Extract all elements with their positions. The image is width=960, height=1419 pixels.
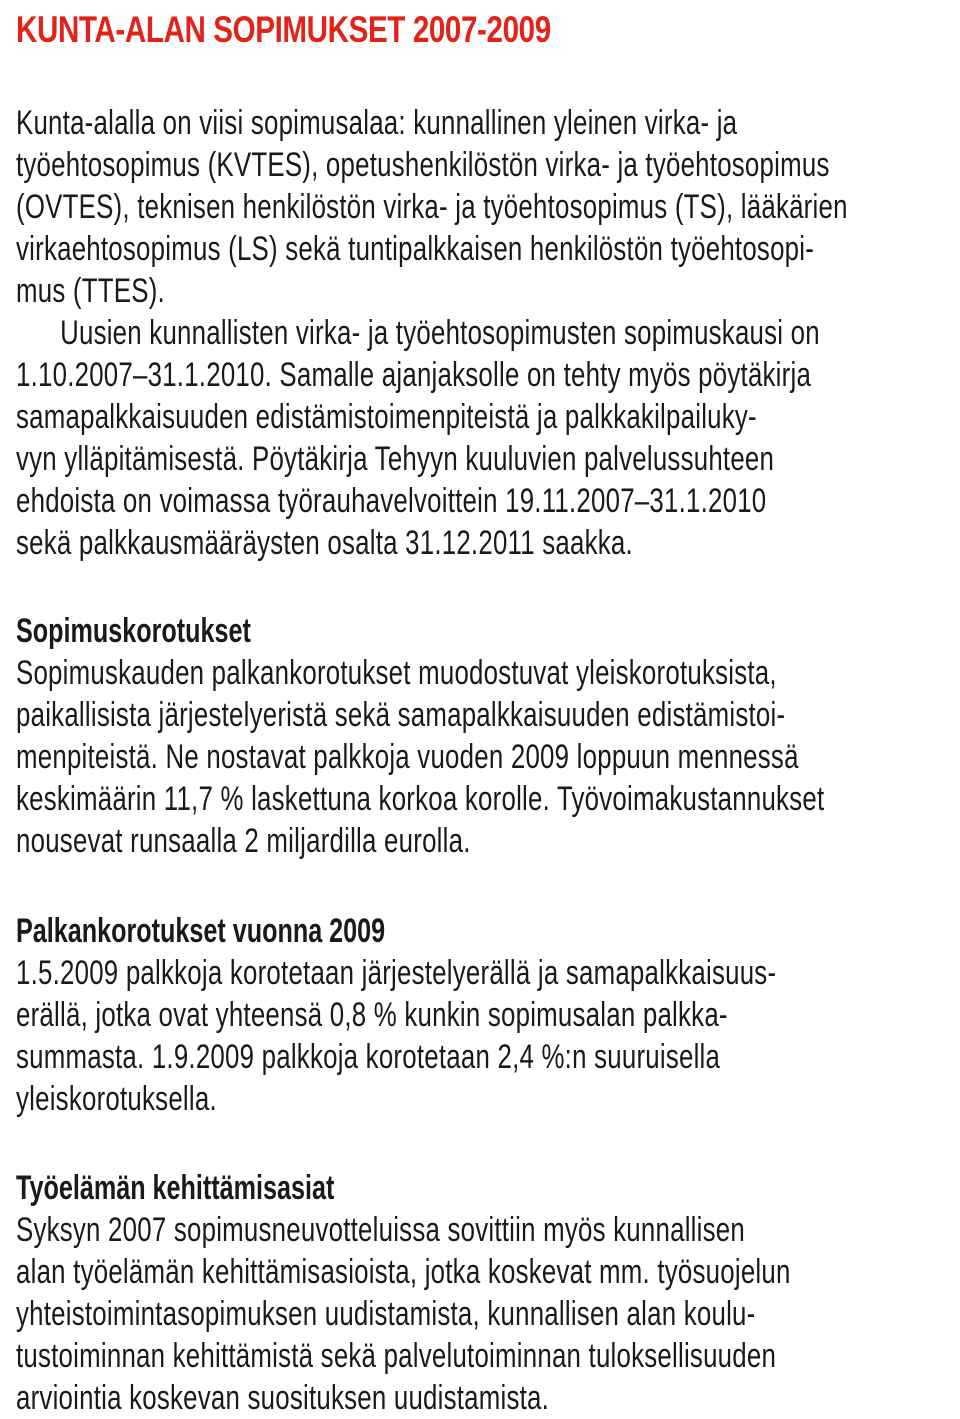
intro-line: ehdoista on voimassa työrauhavelvoittein 19.11.2007–31.1.2010 bbox=[16, 482, 767, 520]
section-line: Sopimuskauden palkankorotukset muodostuvat yleiskorotuksista, bbox=[16, 654, 777, 692]
intro-line: mus (TTES). bbox=[16, 272, 165, 310]
intro-line: vyn ylläpitämisestä. Pöytäkirja Tehyyn kuuluvien palvelussuhteen bbox=[16, 440, 775, 478]
intro-line: Uusien kunnallisten virka- ja työehtosopimusten sopimuskausi on bbox=[60, 314, 820, 352]
section-line: tustoiminnan kehittämistä sekä palvelutoiminnan tuloksellisuuden bbox=[16, 1337, 777, 1375]
intro-line: Kunta-alalla on viisi sopimusalaa: kunnallinen yleinen virka- ja bbox=[16, 104, 738, 142]
section-tyoelaman-kehittamisasiat bbox=[16, 1167, 960, 1419]
section-line: menpiteistä. Ne nostavat palkkoja vuoden 2009 loppuun mennessä bbox=[16, 738, 799, 776]
section-line: yhteistoimintasopimuksen uudistamista, kunnallisen alan koulu- bbox=[16, 1295, 756, 1333]
section-heading: Työelämän kehittämisasiat bbox=[16, 1169, 335, 1207]
section-heading: Palkankorotukset vuonna 2009 bbox=[16, 912, 386, 950]
intro-line: 1.10.2007–31.1.2010. Samalle ajanjaksolle on tehty myös pöytäkirja bbox=[16, 356, 812, 394]
section-heading: Sopimuskorotukset bbox=[16, 612, 251, 650]
section-line: nousevat runsaalla 2 miljardilla eurolla. bbox=[16, 822, 471, 860]
intro-line: työehtosopimus (KVTES), opetushenkilöstön virka- ja työehtosopimus bbox=[16, 146, 830, 184]
intro-line: virkaehtosopimus (LS) sekä tuntipalkkaisen henkilöstön työehtosopi- bbox=[16, 230, 815, 268]
section-line: 1.5.2009 palkkoja korotetaan järjestelyerällä ja samapalkkaisuus- bbox=[16, 954, 777, 992]
section-line: summasta. 1.9.2009 palkkoja korotetaan 2,4 %:n suuruisella bbox=[16, 1038, 721, 1076]
intro-paragraph bbox=[16, 102, 960, 564]
section-line: yleiskorotuksella. bbox=[16, 1080, 217, 1118]
section-line: keskimäärin 11,7 % laskettuna korkoa korolle. Työvoimakustannukset bbox=[16, 780, 825, 818]
section-line: Syksyn 2007 sopimusneuvotteluissa sovittiin myös kunnallisen bbox=[16, 1211, 745, 1249]
section-palkankorotukset-2009 bbox=[16, 910, 960, 1120]
section-line: erällä, jotka ovat yhteensä 0,8 % kunkin sopimusalan palkka- bbox=[16, 996, 728, 1034]
section-sopimuskorotukset bbox=[16, 610, 960, 862]
section-line: alan työelämän kehittämisasioista, jotka koskevat mm. työsuojelun bbox=[16, 1253, 791, 1291]
intro-line: (OVTES), teknisen henkilöstön virka- ja työehtosopimus (TS), lääkärien bbox=[16, 188, 848, 226]
intro-line: samapalkkaisuuden edistämistoimenpiteistä ja palkkakilpailuky- bbox=[16, 398, 757, 436]
section-line: arviointia koskevan suosituksen uudistamista. bbox=[16, 1379, 550, 1417]
intro-line: sekä palkkausmääräysten osalta 31.12.2011 saakka. bbox=[16, 524, 633, 562]
document-title: KUNTA-ALAN SOPIMUKSET 2007-2009 bbox=[16, 9, 551, 50]
section-line: paikallisista järjestelyeristä sekä samapalkkaisuuden edistämistoi- bbox=[16, 696, 786, 734]
